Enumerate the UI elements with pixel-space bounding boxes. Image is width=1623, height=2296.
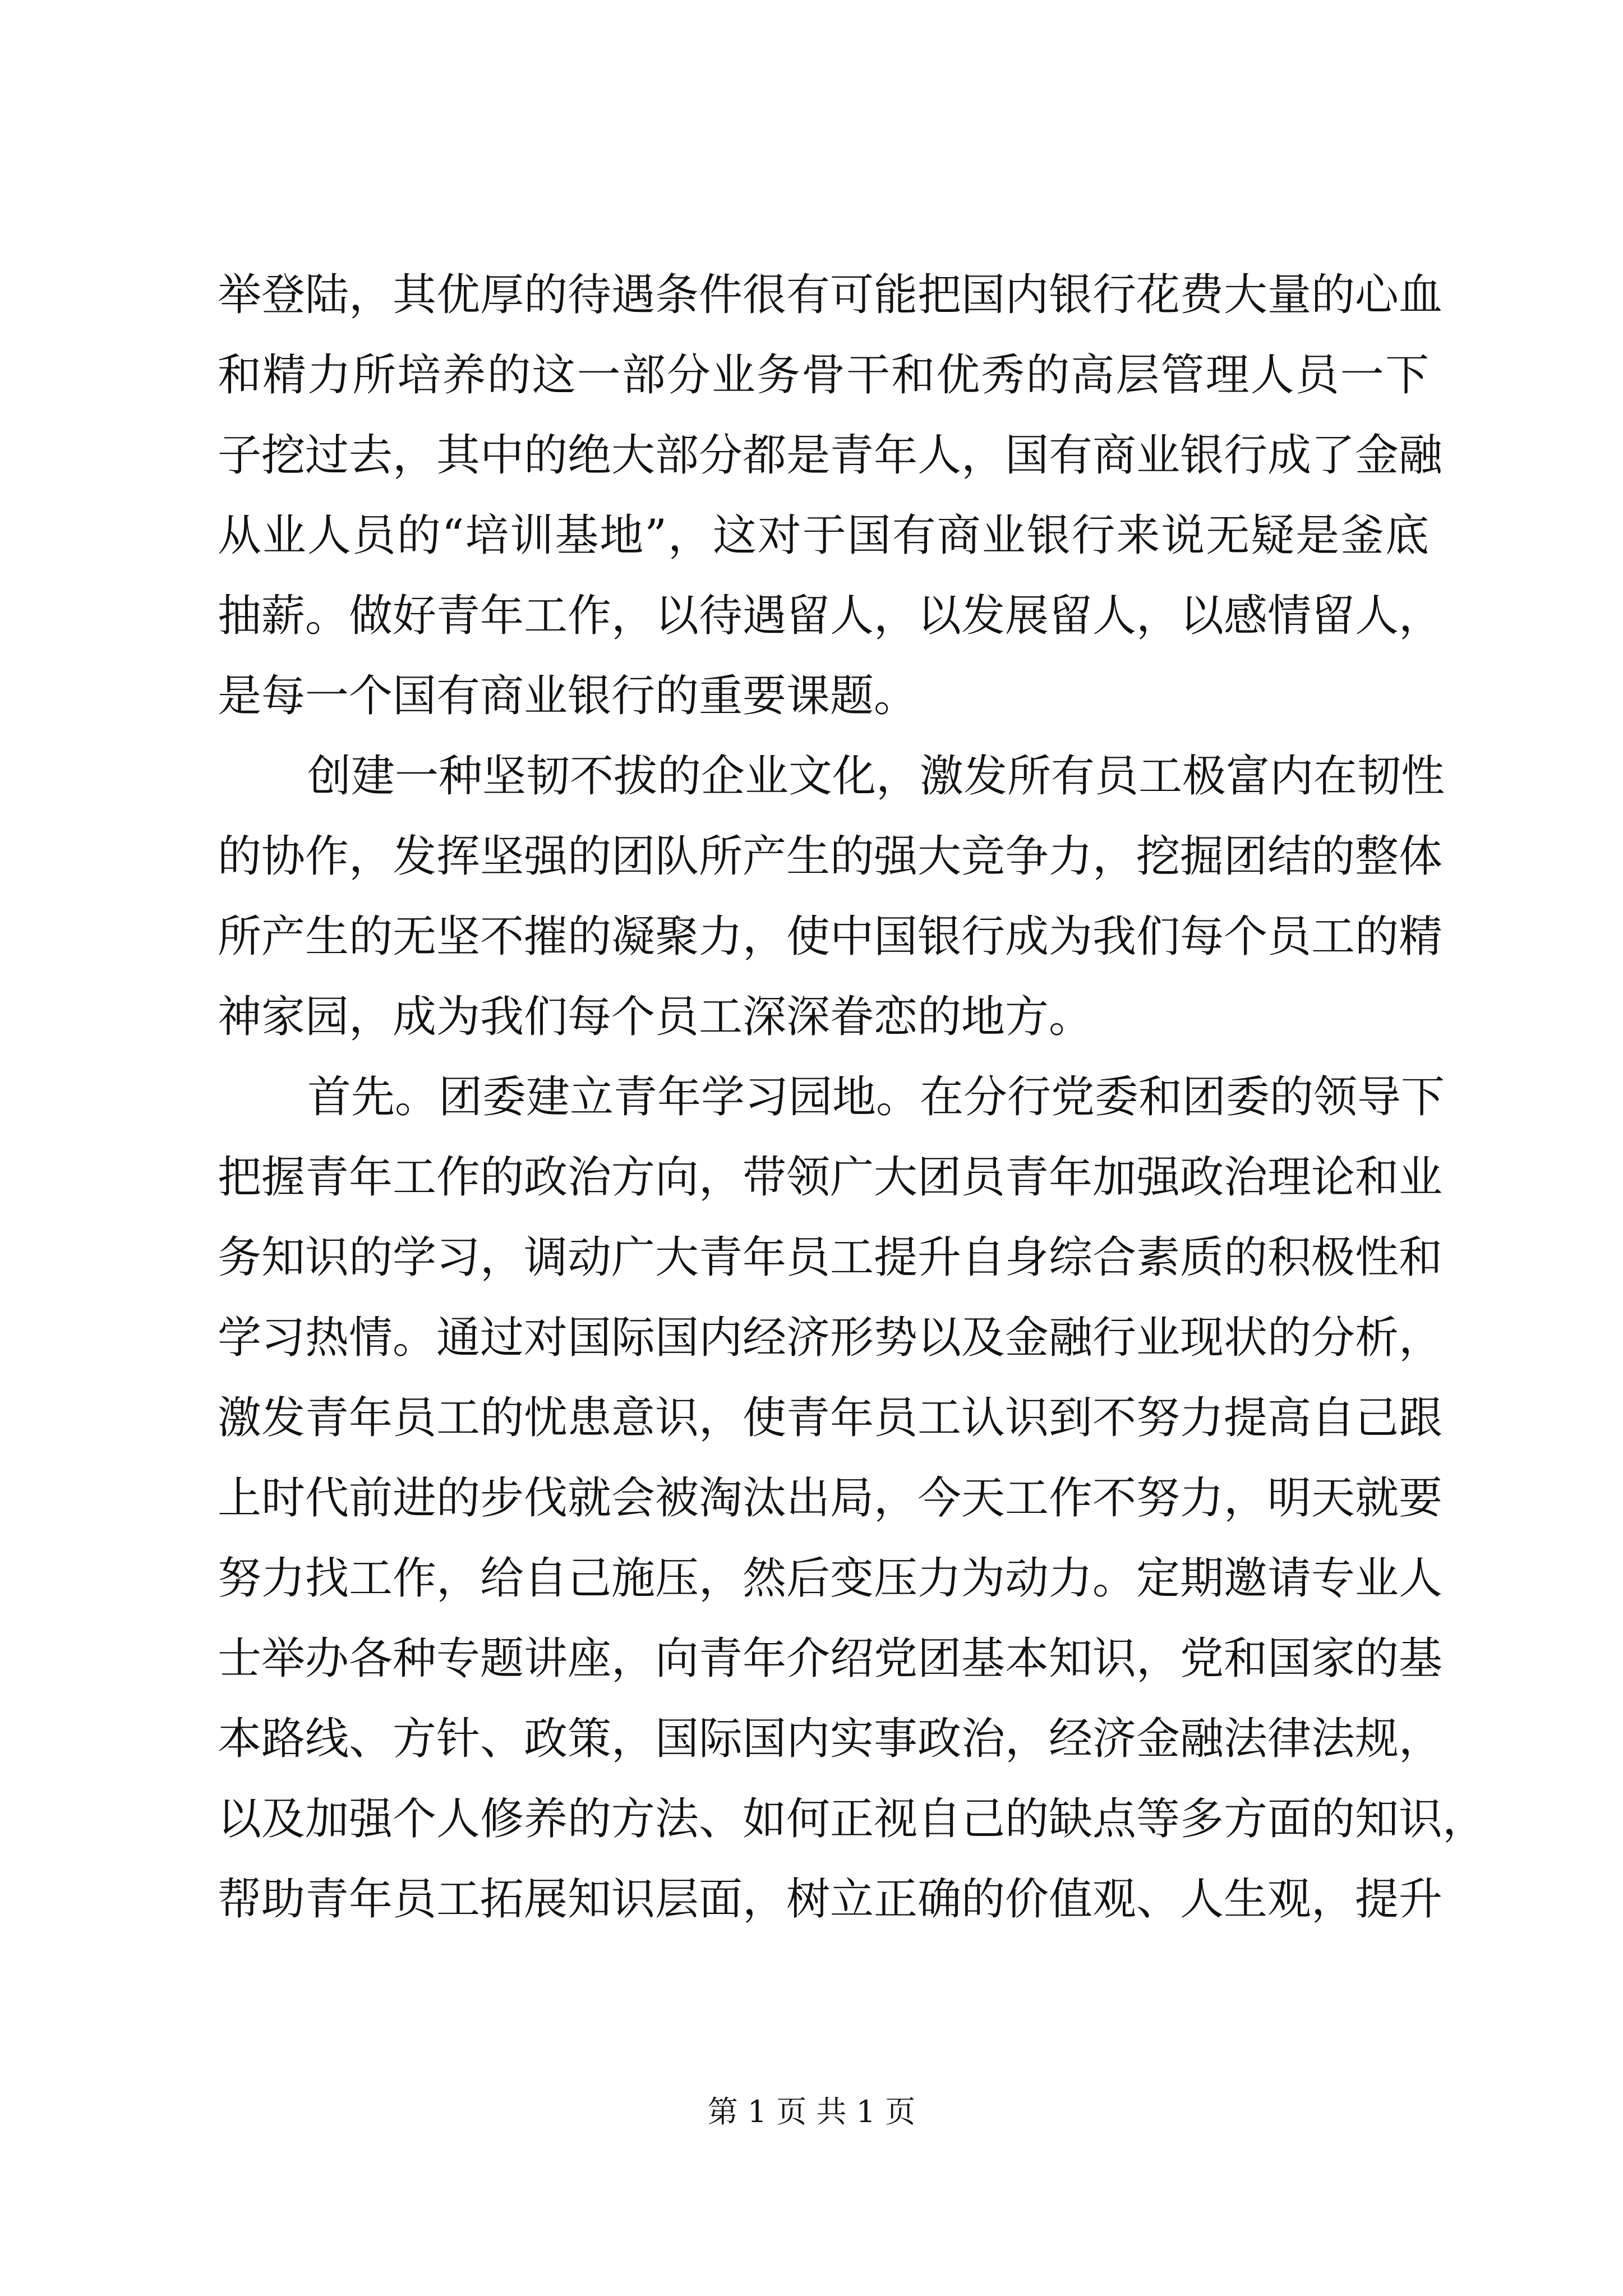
page-number-footer: 第 1 页 共 1 页 xyxy=(707,2094,916,2129)
text-line: 创建一种坚韧不拔的企业文化，激发所有员工极富内在韧性 xyxy=(307,751,1445,802)
text-line: 上时代前进的步伐就会被淘汰出局，今天工作不努力，明天就要 xyxy=(218,1473,1443,1524)
text-line: 把握青年工作的政治方向，带领广大团员青年加强政治理论和业 xyxy=(218,1152,1443,1203)
text-line: 从业人员的“培训基地”，这对于国有商业银行来说无疑是釜底 xyxy=(218,510,1429,561)
text-line: 以及加强个人修养的方法、如何正视自己的缺点等多方面的知识， xyxy=(218,1794,1487,1844)
paragraph-3 xyxy=(218,1057,1487,1940)
text-line: 学习热情。通过对国际国内经济形势以及金融行业现状的分析， xyxy=(218,1313,1443,1363)
text-line: 帮助青年员工拓展知识层面，树立正确的价值观、人生观，提升 xyxy=(218,1874,1443,1925)
text-line: 和精力所培养的这一部分业务骨干和优秀的高层管理人员一下 xyxy=(218,350,1429,401)
text-line: 所产生的无坚不摧的凝聚力，使中国银行成为我们每个员工的精 xyxy=(218,912,1443,962)
text-line: 举登陆，其优厚的待遇条件很有可能把国内银行花费大量的心血 xyxy=(218,270,1443,320)
text-line: 抽薪。做好青年工作，以待遇留人，以发展留人，以感情留人， xyxy=(218,591,1443,641)
paragraph-2 xyxy=(218,737,1445,1057)
text-line: 神家园，成为我们每个员工深深眷恋的地方。 xyxy=(218,992,1093,1042)
text-line: 是每一个国有商业银行的重要课题。 xyxy=(218,671,918,721)
text-line: 首先。团委建立青年学习园地。在分行党委和团委的领导下 xyxy=(307,1072,1445,1122)
text-line: 务知识的学习，调动广大青年员工提升自身综合素质的积极性和 xyxy=(218,1232,1443,1283)
paragraph-1 xyxy=(218,255,1443,737)
text-line: 士举办各种专题讲座，向青年介绍党团基本知识，党和国家的基 xyxy=(218,1634,1443,1684)
document-body xyxy=(218,255,1487,1940)
text-line: 本路线、方针、政策，国际国内实事政治，经济金融法律法规， xyxy=(218,1714,1443,1764)
text-line: 子挖过去，其中的绝大部分都是青年人，国有商业银行成了金融 xyxy=(218,430,1443,481)
text-line: 努力找工作，给自己施压，然后变压力为动力。定期邀请专业人 xyxy=(218,1553,1443,1604)
text-line: 激发青年员工的忧患意识，使青年员工认识到不努力提高自己跟 xyxy=(218,1393,1443,1443)
text-line: 的协作，发挥坚强的团队所产生的强大竞争力，挖掘团结的整体 xyxy=(218,831,1443,882)
